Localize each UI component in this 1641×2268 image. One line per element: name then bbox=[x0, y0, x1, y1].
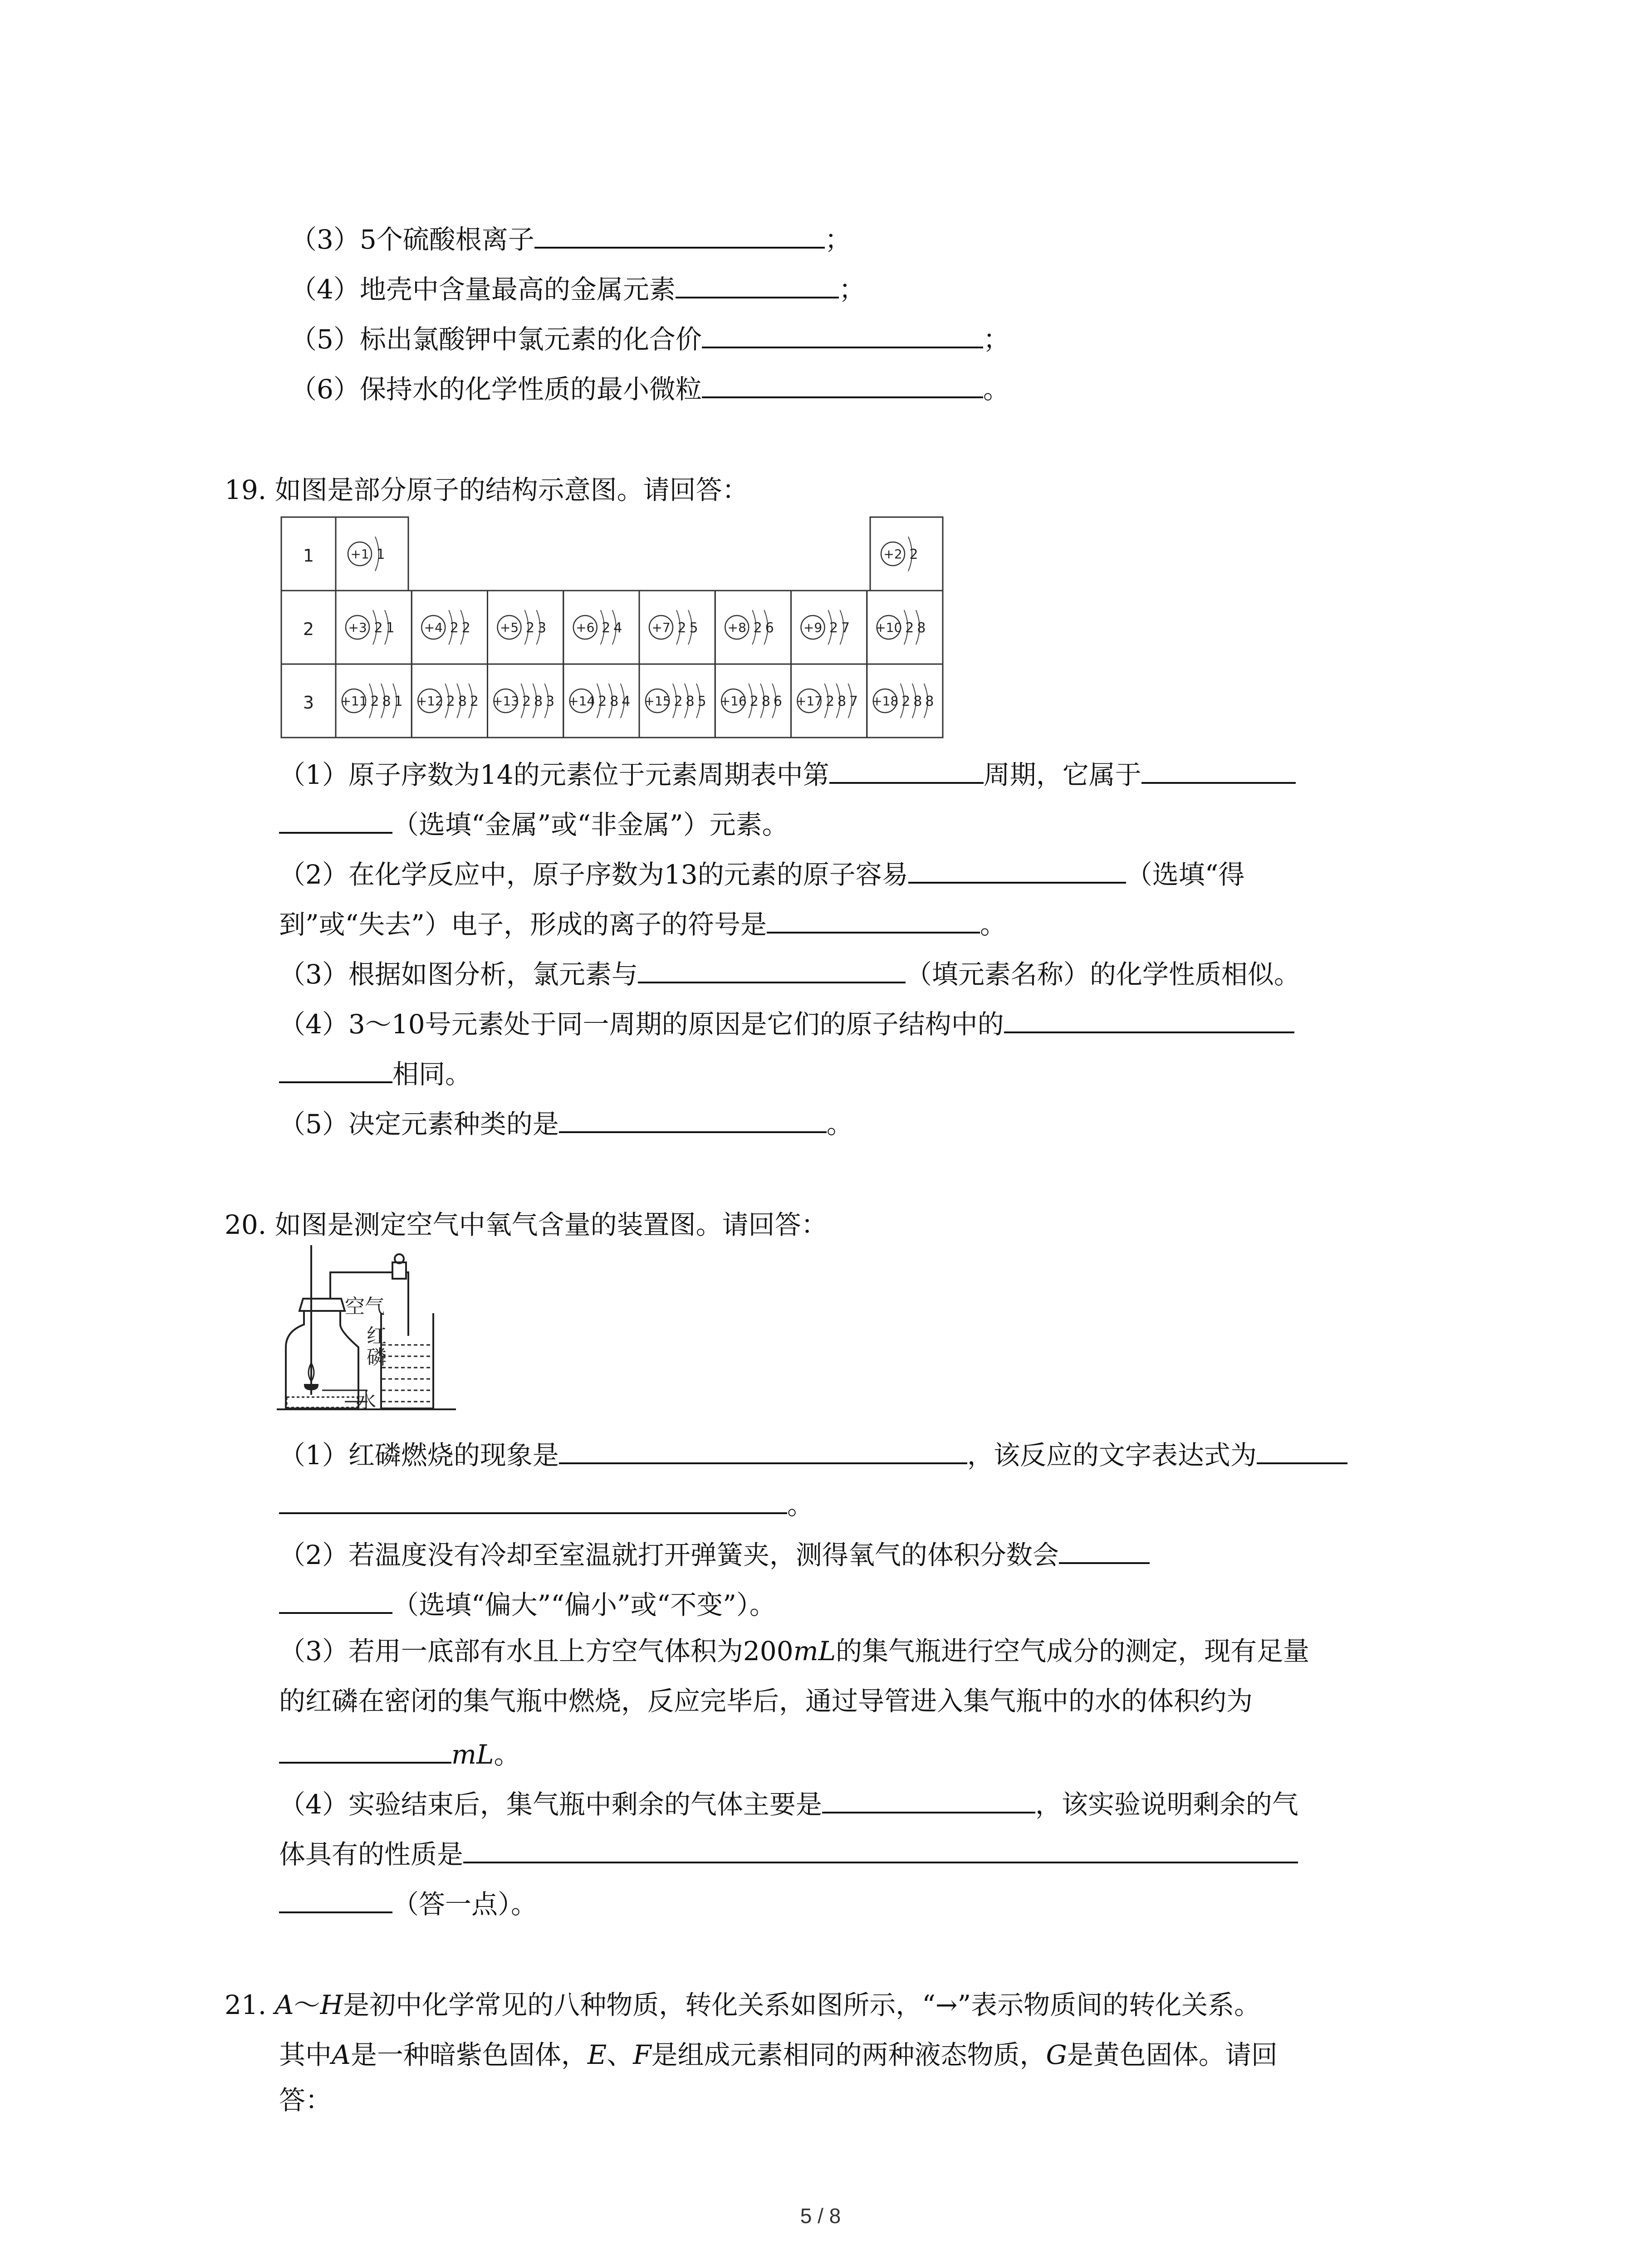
q18-item-6: （6）保持水的化学性质的最小微粒 。 bbox=[290, 367, 1009, 407]
stopper bbox=[299, 1299, 345, 1311]
electron-count: 1 bbox=[376, 547, 385, 562]
q21-line1: 21. A～H是初中化学常见的八种物质，转化关系如图所示，“→”表示物质间的转化关系。 bbox=[225, 1989, 1261, 2020]
atom-cell-7 bbox=[649, 610, 698, 645]
atom-cell-9 bbox=[801, 610, 850, 645]
electron-count: 2 bbox=[901, 694, 911, 709]
atom-cell-4 bbox=[421, 610, 470, 645]
electron-count: 8 bbox=[382, 694, 391, 709]
electron-count: 2 bbox=[470, 694, 479, 709]
nuclear-charge: +11 bbox=[340, 694, 367, 709]
atom-cell-13 bbox=[492, 684, 554, 718]
atom-cell-16 bbox=[720, 684, 782, 718]
answer-blank[interactable] bbox=[534, 218, 825, 249]
electron-count: 8 bbox=[837, 694, 847, 709]
electron-count: 1 bbox=[386, 620, 395, 636]
nuclear-charge: +5 bbox=[500, 620, 519, 635]
q20-p4-line1: （4）实验结束后，集气瓶中剩余的气体主要是 ，该实验说明剩余的气 bbox=[279, 1783, 1298, 1823]
nuclear-charge: +17 bbox=[795, 694, 823, 709]
electron-count: 1 bbox=[394, 694, 403, 709]
q20-p4-line2: 体具有的性质是 bbox=[279, 1833, 1298, 1872]
electron-count: 5 bbox=[697, 694, 706, 709]
period-label-3: 3 bbox=[303, 693, 314, 713]
q19-p3: （3）根据如图分析，氯元素与 （填元素名称）的化学性质相似。 bbox=[279, 953, 1300, 992]
label-water: 水 bbox=[356, 1389, 376, 1413]
electron-count: 2 bbox=[598, 694, 607, 709]
answer-blank[interactable] bbox=[1004, 1002, 1294, 1033]
nuclear-charge: +9 bbox=[803, 620, 823, 635]
answer-blank[interactable] bbox=[829, 753, 984, 784]
atomic-structure-table bbox=[280, 516, 947, 738]
atom-cell-11 bbox=[340, 684, 402, 718]
q19-title: 19. 如图是部分原子的结构示意图。请回答： bbox=[225, 474, 749, 505]
q20-p3-line1: （3）若用一底部有水且上方空气体积为200mL的集气瓶进行空气成分的测定，现有足量 bbox=[279, 1636, 1310, 1667]
answer-blank[interactable] bbox=[279, 1882, 392, 1913]
nuclear-charge: +6 bbox=[576, 620, 595, 635]
period-label-2: 2 bbox=[303, 619, 314, 639]
electron-count: 2 bbox=[370, 694, 379, 709]
answer-blank[interactable] bbox=[1257, 1433, 1347, 1464]
atom-cell-10 bbox=[875, 610, 926, 645]
nuclear-charge: +12 bbox=[416, 694, 443, 709]
q18-item-3: （3）5个硫酸根离子 ； bbox=[290, 218, 851, 258]
oxygen-experiment-apparatus bbox=[277, 1245, 495, 1418]
answer-blank[interactable] bbox=[279, 1052, 392, 1083]
electron-count: 8 bbox=[913, 694, 922, 709]
answer-blank[interactable] bbox=[279, 1483, 787, 1514]
atom-cell-1 bbox=[348, 537, 385, 571]
electron-count: 2 bbox=[749, 694, 759, 709]
nuclear-charge: +13 bbox=[492, 694, 519, 709]
electron-count: 2 bbox=[753, 620, 762, 636]
answer-blank[interactable] bbox=[1141, 753, 1296, 784]
q19-p1-line1: （1）原子序数为14的元素位于元素周期表中第 周期，它属于 bbox=[279, 753, 1296, 793]
answer-blank[interactable] bbox=[1059, 1533, 1150, 1564]
q19-p5: （5）决定元素种类的是 。 bbox=[279, 1102, 853, 1142]
electron-count: 8 bbox=[925, 694, 934, 709]
electron-count: 2 bbox=[461, 620, 470, 636]
electron-count: 8 bbox=[761, 694, 770, 709]
period-label-1: 1 bbox=[303, 546, 314, 566]
electron-count: 6 bbox=[773, 694, 782, 709]
q20-p3-line3: mL。 bbox=[279, 1733, 520, 1773]
nuclear-charge: +8 bbox=[727, 620, 746, 635]
electron-count: 2 bbox=[674, 694, 683, 709]
atom-cell-3 bbox=[346, 610, 395, 645]
answer-blank[interactable] bbox=[559, 1433, 967, 1464]
q21-line2: 其中A是一种暗紫色固体，E、F是组成元素相同的两种液态物质，G是黄色固体。请回 bbox=[279, 2039, 1278, 2070]
nuclear-charge: +2 bbox=[883, 547, 902, 562]
q20-p4-line3: （答一点）。 bbox=[279, 1882, 537, 1922]
electron-count: 2 bbox=[905, 620, 914, 636]
electron-count: 4 bbox=[622, 694, 631, 709]
electron-count: 6 bbox=[765, 620, 774, 636]
answer-blank[interactable] bbox=[702, 318, 983, 348]
answer-blank[interactable] bbox=[279, 1733, 451, 1764]
electron-count: 4 bbox=[613, 620, 622, 636]
electron-count: 2 bbox=[829, 620, 838, 636]
electron-count: 8 bbox=[534, 694, 543, 709]
answer-blank[interactable] bbox=[908, 853, 1126, 884]
answer-blank[interactable] bbox=[638, 953, 906, 983]
atom-cell-5 bbox=[498, 610, 547, 645]
q19-p4-line2: 相同。 bbox=[279, 1052, 471, 1092]
electron-count: 8 bbox=[917, 620, 926, 636]
q20-p2-line2: （选填“偏大”“偏小”或“不变”）。 bbox=[279, 1583, 776, 1623]
electron-count: 8 bbox=[686, 694, 695, 709]
label-air: 空气 bbox=[345, 1295, 385, 1318]
nuclear-charge: +18 bbox=[872, 694, 899, 709]
nuclear-charge: +15 bbox=[644, 694, 671, 709]
answer-blank[interactable] bbox=[463, 1833, 1298, 1863]
q19-p2-line1: （2）在化学反应中，原子序数为13的元素的原子容易 （选填“得 bbox=[279, 853, 1244, 893]
atom-cell-15 bbox=[644, 684, 706, 718]
beaker-water bbox=[382, 1345, 432, 1402]
electron-count: 2 bbox=[450, 620, 459, 636]
nuclear-charge: +14 bbox=[568, 694, 595, 709]
beaker bbox=[381, 1313, 433, 1408]
gas-bottle bbox=[286, 1311, 358, 1408]
electron-count: 2 bbox=[677, 620, 686, 636]
answer-blank[interactable] bbox=[702, 367, 983, 398]
q20-p2-line1: （2）若温度没有冷却至室温就打开弹簧夹，测得氧气的体积分数会 bbox=[279, 1533, 1150, 1573]
atom-cell-17 bbox=[796, 684, 858, 718]
q19-p4-line1: （4）3～10号元素处于同一周期的原因是它们的原子结构中的 bbox=[279, 1002, 1294, 1042]
electron-count: 2 bbox=[602, 620, 611, 636]
combustion-spoon bbox=[305, 1385, 318, 1389]
answer-blank[interactable] bbox=[279, 1583, 392, 1614]
atom-cell-2 bbox=[881, 537, 918, 571]
nuclear-charge: +10 bbox=[875, 620, 902, 635]
nuclear-charge: +3 bbox=[348, 620, 367, 635]
electron-count: 2 bbox=[446, 694, 455, 709]
label-red: 红 bbox=[367, 1325, 387, 1348]
answer-blank[interactable] bbox=[822, 1783, 1035, 1813]
nuclear-charge: +4 bbox=[424, 620, 443, 635]
nuclear-charge: +7 bbox=[652, 620, 671, 635]
electron-count: 7 bbox=[841, 620, 850, 636]
atom-cell-14 bbox=[568, 684, 630, 718]
label-phosphorus: 磷 bbox=[367, 1346, 387, 1369]
q20-p1-line2: 。 bbox=[279, 1483, 813, 1523]
q18-item-5: （5）标出氯酸钾中氯元素的化合价 ； bbox=[290, 318, 1009, 357]
electron-count: 3 bbox=[537, 620, 547, 636]
electron-count: 8 bbox=[610, 694, 619, 709]
atom-cell-18 bbox=[872, 684, 934, 718]
page-number: 5 / 8 bbox=[800, 2204, 841, 2228]
answer-blank[interactable] bbox=[767, 903, 980, 934]
q20-p3-line2: 的红磷在密闭的集气瓶中燃烧，反应完毕后，通过导管进入集气瓶中的水的体积约为 bbox=[279, 1686, 1253, 1716]
q21-line3: 答： bbox=[279, 2085, 332, 2116]
electron-count: 2 bbox=[522, 694, 531, 709]
answer-blank[interactable] bbox=[279, 803, 392, 834]
q18-item-4: （4）地壳中含量最高的金属元素 ； bbox=[290, 268, 865, 308]
electron-count: 5 bbox=[689, 620, 698, 636]
q19-p2-line2: 到”或“失去”）电子，形成的离子的符号是 。 bbox=[279, 903, 1006, 943]
electron-count: 3 bbox=[545, 694, 555, 709]
q20-title: 20. 如图是测定空气中氧气含量的装置图。请回答： bbox=[225, 1209, 828, 1240]
atom-cell-12 bbox=[416, 684, 479, 718]
electron-count: 2 bbox=[374, 620, 383, 636]
electron-count: 2 bbox=[825, 694, 835, 709]
electron-count: 2 bbox=[909, 547, 918, 562]
answer-blank[interactable] bbox=[676, 268, 839, 298]
electron-count: 2 bbox=[525, 620, 535, 636]
electron-count: 7 bbox=[849, 694, 858, 709]
nuclear-charge: +1 bbox=[350, 547, 369, 562]
nuclear-charge: +16 bbox=[720, 694, 747, 709]
electron-count: 8 bbox=[458, 694, 467, 709]
answer-blank[interactable] bbox=[559, 1102, 827, 1133]
q20-p1-line1: （1）红磷燃烧的现象是 ，该反应的文字表达式为 bbox=[279, 1433, 1347, 1473]
atom-cell-6 bbox=[573, 610, 622, 645]
q19-p1-line2: （选填“金属”或“非金属”）元素。 bbox=[279, 803, 789, 843]
atom-cell-8 bbox=[725, 610, 774, 645]
spring-clamp bbox=[392, 1262, 406, 1279]
